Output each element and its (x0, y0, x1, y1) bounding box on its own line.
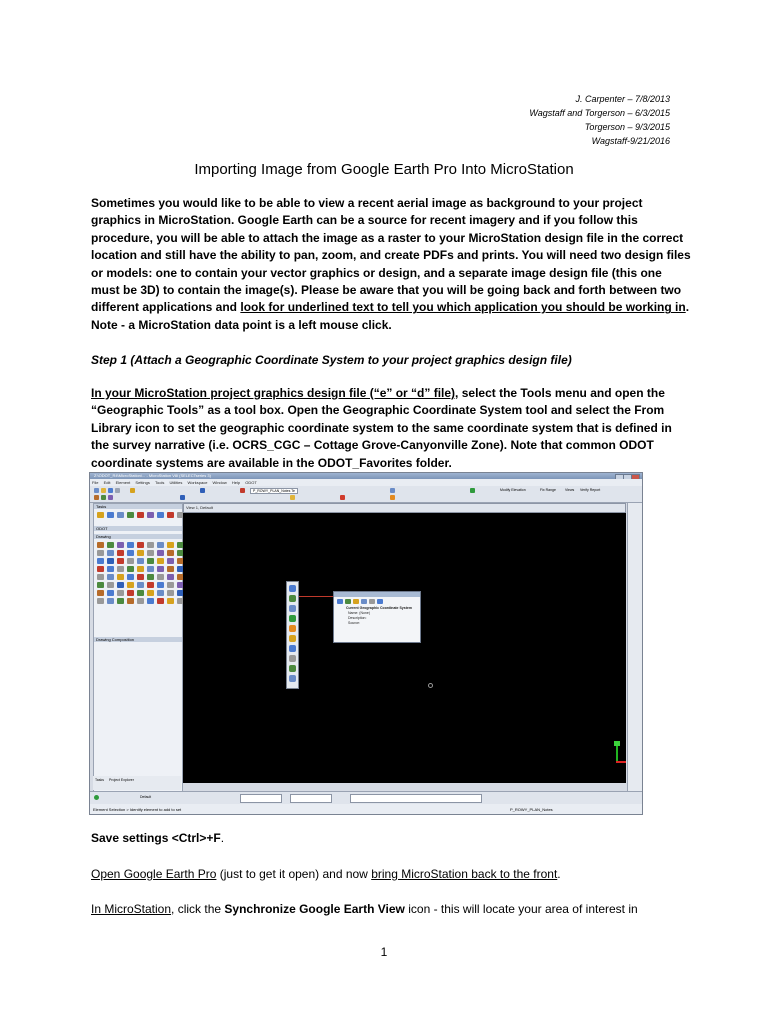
favorites-icon (353, 599, 359, 604)
views-label: Views (565, 488, 575, 492)
step1-t2: menu and open the “Geographic Tools” as a tool box. Open the Geographic Coordinate System tool and select the (91, 386, 665, 418)
place-line-icon (94, 495, 99, 500)
step1-heading (91, 352, 691, 369)
modify-elevation-label: Modify Elevation (500, 488, 526, 492)
tasks-panel (93, 503, 183, 805)
sync-icon (390, 495, 395, 500)
view-window (183, 513, 626, 783)
sync-t1: , click the (171, 902, 225, 916)
save-settings-line (91, 830, 691, 847)
tab-project-explorer: Project Explorer (109, 778, 134, 782)
drawing-composition-header: Drawing Composition (94, 637, 182, 642)
sync-b1: Synchronize Google Earth View (224, 902, 405, 916)
view-title: View 1, Default (186, 505, 213, 510)
intro-underlined: look for underlined text to tell you which application you should be working in (240, 300, 686, 315)
author-line: J. Carpenter – 7/8/2013 (575, 94, 670, 104)
microstation-screenshot (89, 472, 643, 815)
attribute-icon (390, 488, 395, 493)
menu-element: Element (115, 480, 131, 485)
view-axis-icon (614, 741, 620, 746)
level-value: Default (140, 795, 152, 799)
sync-t2: icon - this will locate your area of interest in (404, 902, 638, 916)
tool-icon (470, 488, 475, 493)
gcs-dialog-toolbar (334, 597, 420, 606)
circle-icon (101, 495, 106, 500)
window-title: Z:\ODOT_R4\MicroStation\... - MicroStation V8i (SELECTseries 3) (94, 473, 211, 478)
page-number: 1 (380, 945, 388, 959)
color-icon (240, 488, 245, 493)
from-library-icon (337, 599, 343, 604)
revision-history (529, 92, 670, 148)
tab-tasks: Tasks (95, 778, 104, 782)
sync-u1: In MicroStation (91, 902, 172, 916)
open-ge-t1: (just to get it open) and now (216, 867, 372, 881)
menu-bar (90, 479, 642, 486)
status-prompt: Element Selection > Identify element to add to set (93, 807, 182, 812)
menu-settings: Settings (135, 480, 150, 485)
menu-workspace: Workspace (187, 480, 208, 485)
save-icon (108, 488, 113, 493)
view-toggle-bar (627, 503, 642, 793)
open-google-earth-line (91, 866, 691, 883)
undo-icon (130, 488, 135, 493)
step1-heading-rest: Attach a Geographic Coordinate System to your project graphics design file) (134, 353, 572, 367)
open-ge-t2: . (557, 867, 561, 881)
document-title: Importing Image from Google Earth Pro Into MicroStation (194, 161, 574, 178)
export-icon (377, 599, 383, 604)
attributes-bar (90, 791, 642, 804)
step1-b1: Tools (520, 386, 552, 400)
y-field (290, 794, 332, 803)
menu-help: Help (231, 480, 241, 485)
save-settings-tail: . (220, 831, 225, 845)
folder-icon (290, 495, 295, 500)
step1-b2: From Library (91, 403, 665, 435)
x-field (240, 794, 282, 803)
google-earth-icon (340, 495, 345, 500)
status-bar (90, 804, 642, 815)
cursor-point (428, 683, 433, 688)
new-file-icon (94, 488, 99, 493)
menu-tools: Tools (155, 480, 165, 485)
view-header (183, 503, 626, 513)
view-axis-x (616, 761, 626, 763)
z-field (350, 794, 482, 803)
properties-icon (369, 599, 375, 604)
menu-window: Window (212, 480, 227, 485)
open-ge-u1: Open Google Earth Pro (91, 867, 217, 881)
tasks-header: Tasks (94, 504, 182, 509)
level-icon (200, 488, 205, 493)
step1-t1: , select the (455, 386, 521, 400)
connector-line (297, 596, 333, 597)
level-dropdown: P_ROWY_PLAN_Notes Te (250, 488, 298, 494)
menu-file: File (92, 480, 99, 485)
author-line: Wagstaff and Torgerson – 6/3/2015 (529, 108, 670, 118)
intro-paragraph (91, 195, 691, 334)
open-ge-u2: bring MicroStation back to the front (371, 867, 558, 881)
main-toolbar (90, 486, 642, 503)
status-icon (94, 795, 99, 800)
menu-odot: ODOT (245, 480, 257, 485)
odot-header: ODOT (94, 526, 182, 531)
gcs-dialog (333, 591, 421, 643)
gcs-name-label: Name: (348, 611, 359, 615)
save-settings-bold: Save settings <Ctrl>+F (91, 831, 221, 845)
view-icon (180, 495, 185, 500)
tasks-tool-grid (97, 512, 185, 518)
fix-range-label: Fix Range (540, 488, 556, 492)
step1-heading-bold: Step 1 ( (91, 353, 135, 367)
globe-icon (345, 599, 351, 604)
step1-body (91, 385, 691, 472)
author-line: Torgerson – 9/3/2015 (584, 122, 670, 132)
author-line: Wagstaff-9/21/2016 (591, 136, 670, 146)
menu-edit: Edit (103, 480, 111, 485)
drawing-header: Drawing (94, 534, 182, 539)
gcs-desc-label: Description: (348, 616, 367, 620)
step1-u1: In your MicroStation project graphics design file (“e” or “d” file) (91, 386, 456, 400)
geographic-tools-toolbox (286, 581, 299, 689)
arc-icon (108, 495, 113, 500)
step1-t3: icon to set the geographic coordinate system to the same coordinate system that is defined in the survey narrative (i.e. OCRS_CGC – Cottage Grove-Canyonville Zone). Note that common ODOT coordinate systems are available in the ODOT_Favorites folder. (91, 420, 672, 470)
intro-text: Sometimes you would like to be able to view a recent aerial image as background to your project graphics in MicroStation. Google Earth can be a source for recent imagery and if you follow this procedure, you will be able to attach the image as a raster to your MicroStation design file in the correct location and still have the ability to pan, zoom, and create PDFs and prints. You will need two design files or models: one to contain your vector graphics or design, and a separate image design file (this one must be 3D) to contain the image(s). Please be aware that you will be going back and forth between two different applications and (91, 196, 691, 315)
drawing-tool-grid (97, 542, 185, 604)
verify-report-label: Verify Report (580, 488, 601, 492)
panel-tabs (93, 776, 181, 790)
status-model: P_ROWY_PLAN_Notes (510, 807, 553, 812)
sync-line (91, 901, 691, 918)
open-icon (101, 488, 106, 493)
gcs-name-value: (None) (359, 611, 370, 615)
gcs-dialog-title: Current Geographic Coordinate System (346, 606, 412, 610)
print-icon (115, 488, 120, 493)
gcs-source-label: Source: (348, 621, 361, 625)
intro-tail: . Note - a MicroStation data point is a left mouse click. (91, 300, 690, 332)
menu-utilities: Utilities (169, 480, 183, 485)
reference-icon (361, 599, 367, 604)
